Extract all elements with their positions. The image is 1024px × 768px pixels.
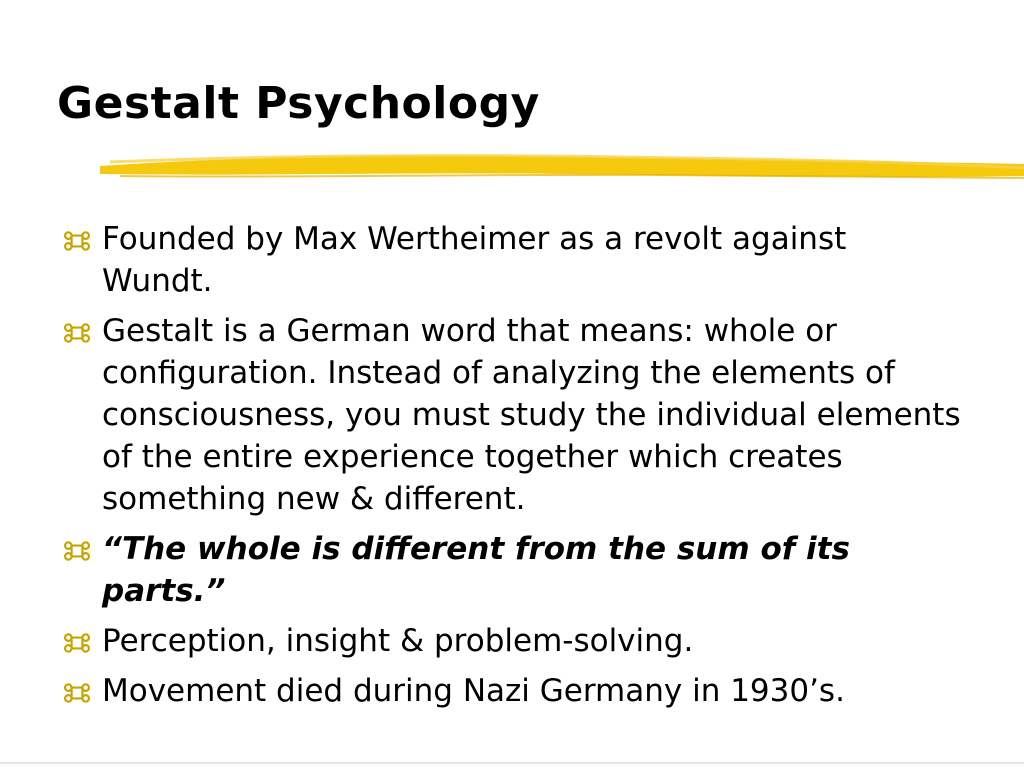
bullet-item: [62, 310, 962, 520]
command-icon: [62, 218, 96, 260]
bottom-divider: [0, 762, 1024, 764]
bullet-text: Movement died during Nazi Germany in 1930’s.: [102, 673, 845, 709]
bullet-item: [62, 620, 962, 662]
slide-title: Gestalt Psychology: [57, 78, 540, 129]
bullet-text: Founded by Max Wertheimer as a revolt against Wundt.: [102, 221, 847, 299]
bullet-item: [62, 670, 962, 712]
bullet-text-quote: “The whole is different from the sum of its parts.”: [102, 531, 850, 609]
bullet-text: Perception, insight & problem-solving.: [102, 623, 694, 659]
bullet-text: Gestalt is a German word that means: whole or configuration. Instead of analyzing the elements of consciousness, you must study the individual elements of the entire experience together which creates something new & different.: [102, 313, 961, 517]
bullet-item: [62, 528, 962, 612]
title-underline-brushstroke: [100, 148, 1024, 188]
command-icon: [62, 310, 96, 352]
bullet-list: [62, 218, 962, 720]
command-icon: [62, 528, 96, 570]
command-icon: [62, 620, 96, 662]
command-icon: [62, 670, 96, 712]
bullet-item: [62, 218, 962, 302]
